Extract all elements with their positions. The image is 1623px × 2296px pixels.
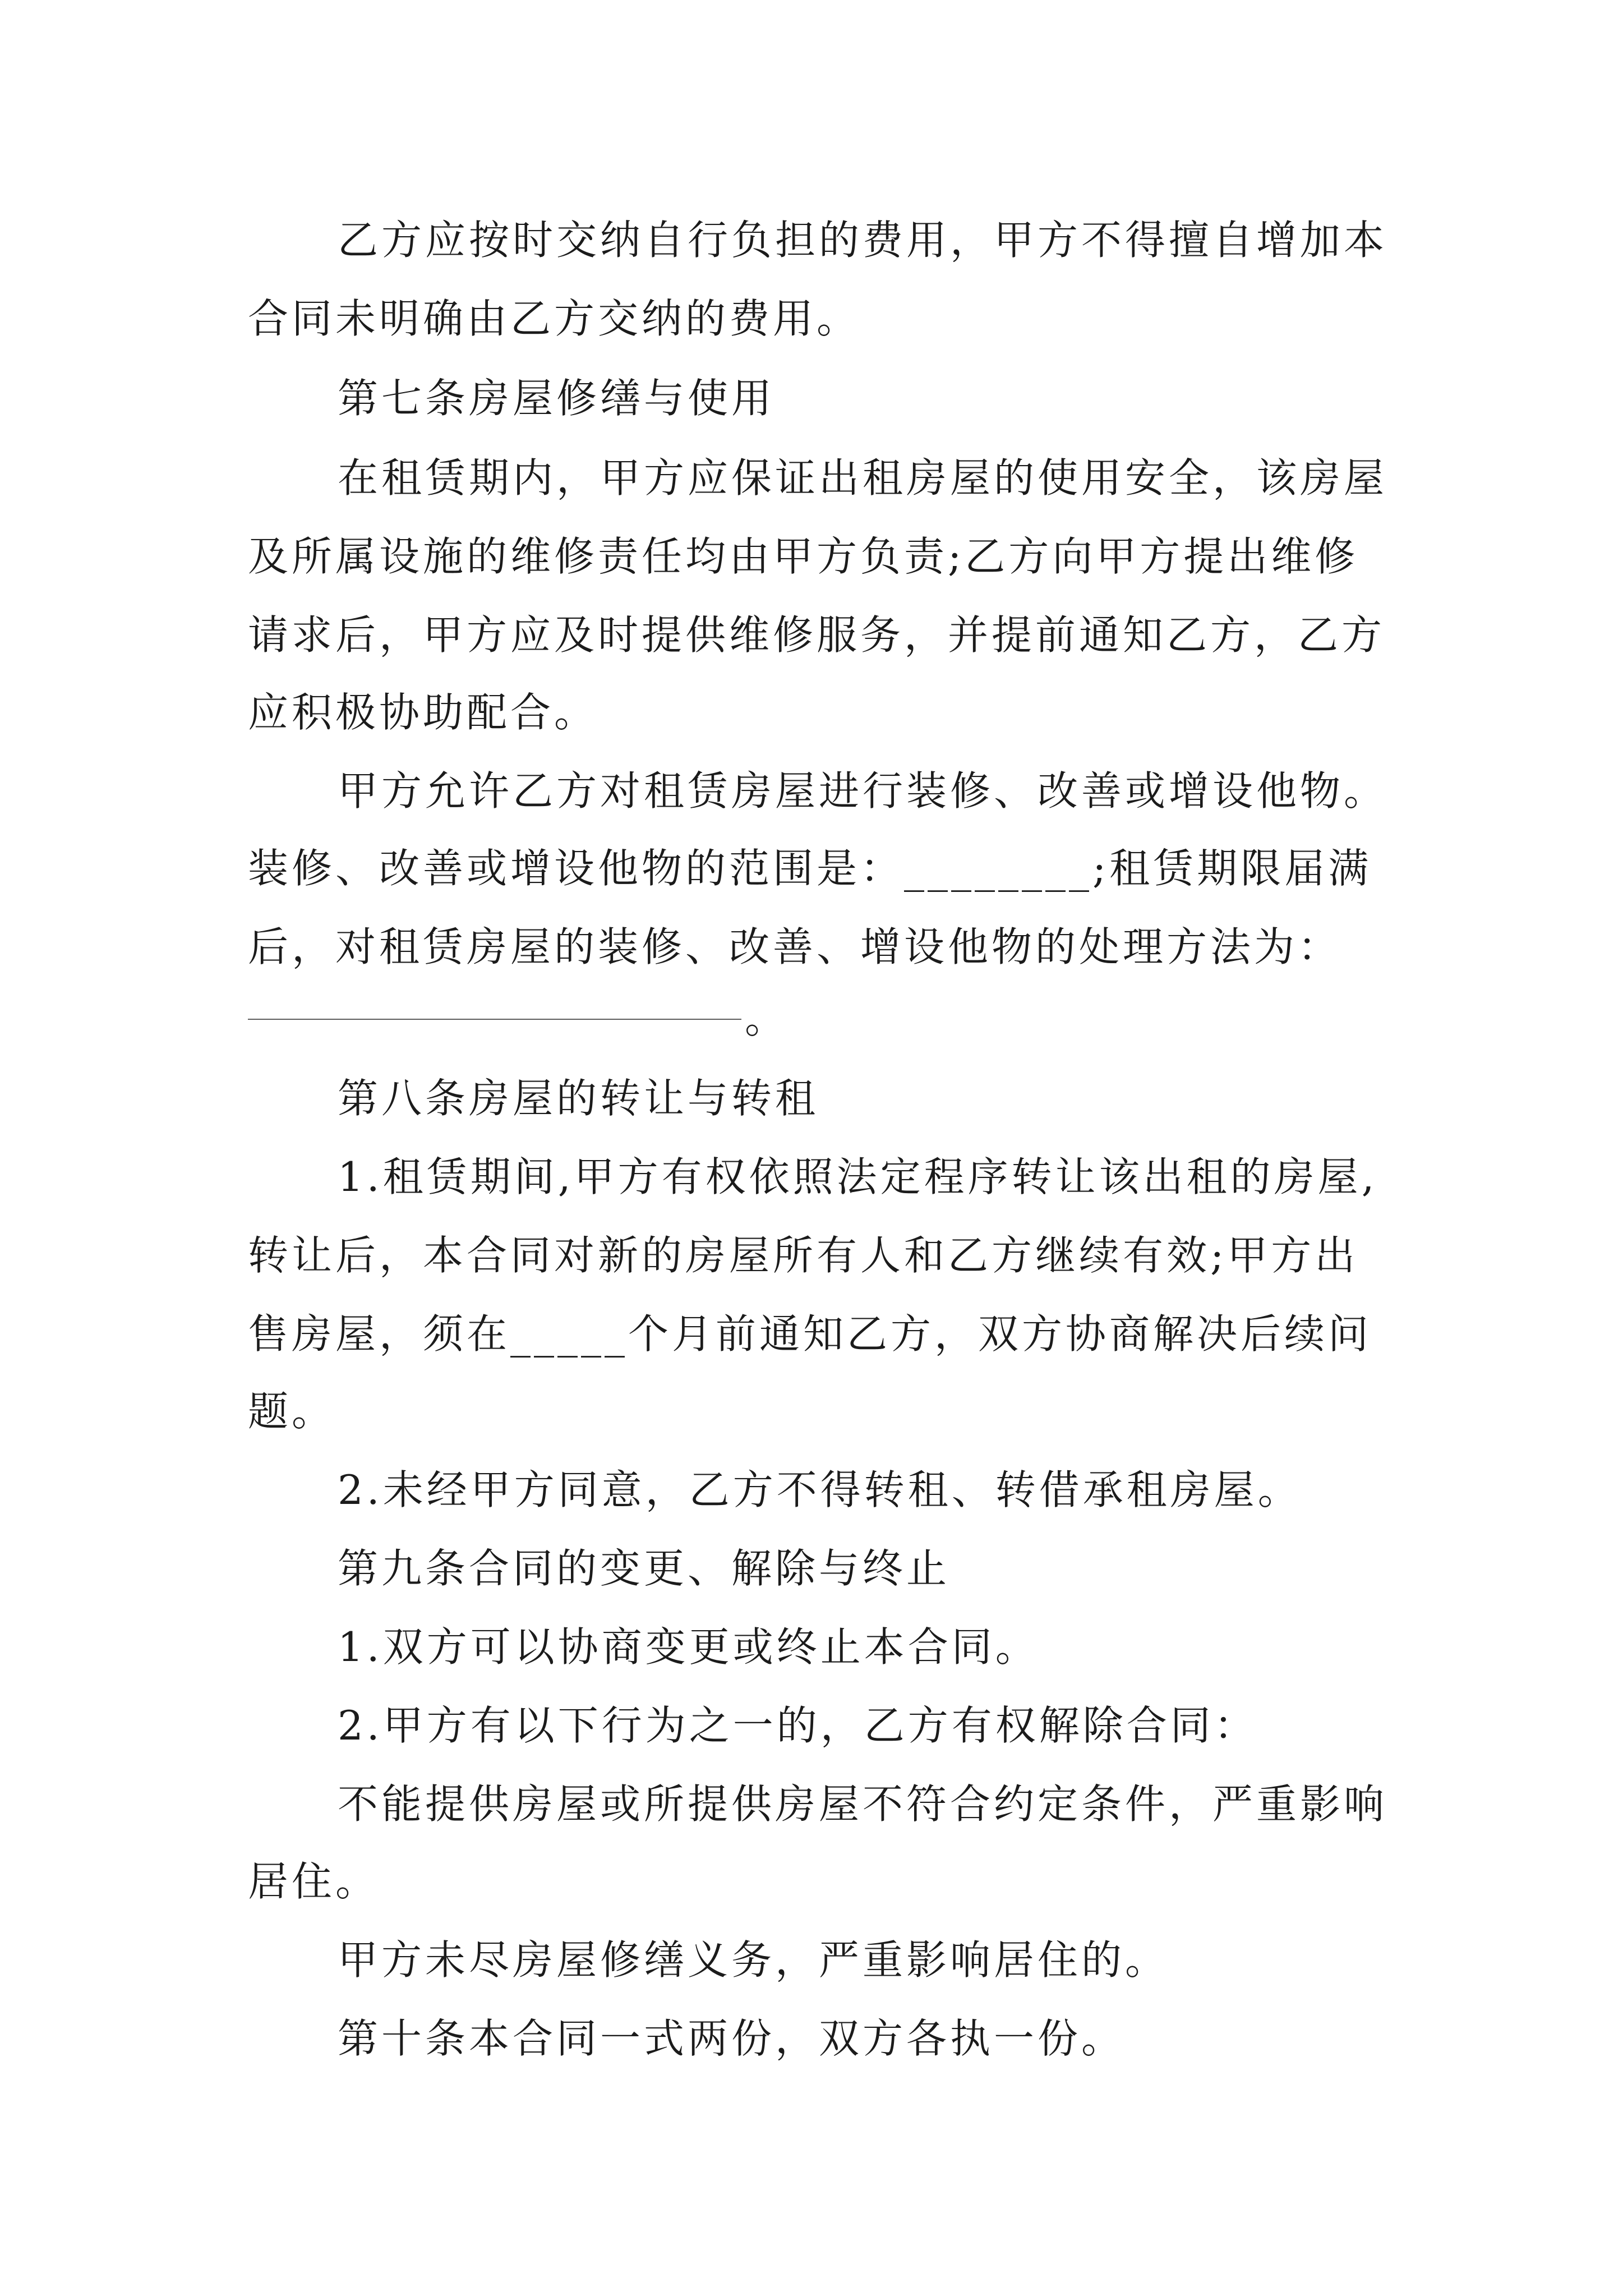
paragraph-line: 转让后，本合同对新的房屋所有人和乙方继续有效;甲方出 [248,1232,1359,1279]
paragraph-line: 甲方允许乙方对租赁房屋进行装修、改善或增设他物。 [338,767,1388,815]
paragraph-line: 及所属设施的维修责任均由甲方负责;乙方向甲方提出维修 [248,533,1359,580]
section-heading: 第十条本合同一式两份，双方各执一份。 [338,2015,1126,2062]
paragraph-line: 不能提供房屋或所提供房屋不符合约定条件，严重影响 [338,1780,1388,1828]
paragraph-line: 售房屋，须在_____个月前通知乙方，双方协商解决后续问 [248,1310,1372,1358]
section-heading: 第九条合同的变更、解除与终止 [338,1545,951,1592]
paragraph-line: 应积极协助配合。 [248,689,598,736]
blank-fill-line [248,1019,741,1020]
section-heading: 第八条房屋的转让与转租 [338,1075,819,1122]
paragraph-line: 后，对租赁房屋的装修、改善、增设他物的处理方法为： [248,923,1342,970]
paragraph-line: 2.甲方有以下行为之一的，乙方有权解除合同： [338,1702,1258,1749]
paragraph-line: 题。 [248,1388,336,1435]
paragraph-line: 2.未经甲方同意，乙方不得转租、转借承租房屋。 [338,1466,1302,1513]
paragraph-line: 甲方未尽房屋修缮义务，严重影响居住的。 [338,1936,1169,1984]
paragraph-line: 装修、改善或增设他物的范围是：________;租赁期限届满 [248,845,1372,892]
paragraph-line: 居住。 [248,1858,380,1905]
paragraph-line: 合同未明确由乙方交纳的费用。 [248,295,861,342]
paragraph-line: 请求后，甲方应及时提供维修服务，并提前通知乙方，乙方 [248,611,1386,659]
paragraph-line: 1.双方可以协商变更或终止本合同。 [338,1623,1039,1671]
paragraph-line: 乙方应按时交纳自行负担的费用，甲方不得擅自增加本 [338,217,1388,264]
paragraph-line: 1.租赁期间,甲方有权依照法定程序转让该出租的房屋, [338,1153,1378,1200]
paragraph-line: 在租赁期内，甲方应保证出租房屋的使用安全，该房屋 [338,454,1388,501]
section-heading: 第七条房屋修缮与使用 [338,375,776,422]
paragraph-end-mark: 。 [745,995,786,1042]
